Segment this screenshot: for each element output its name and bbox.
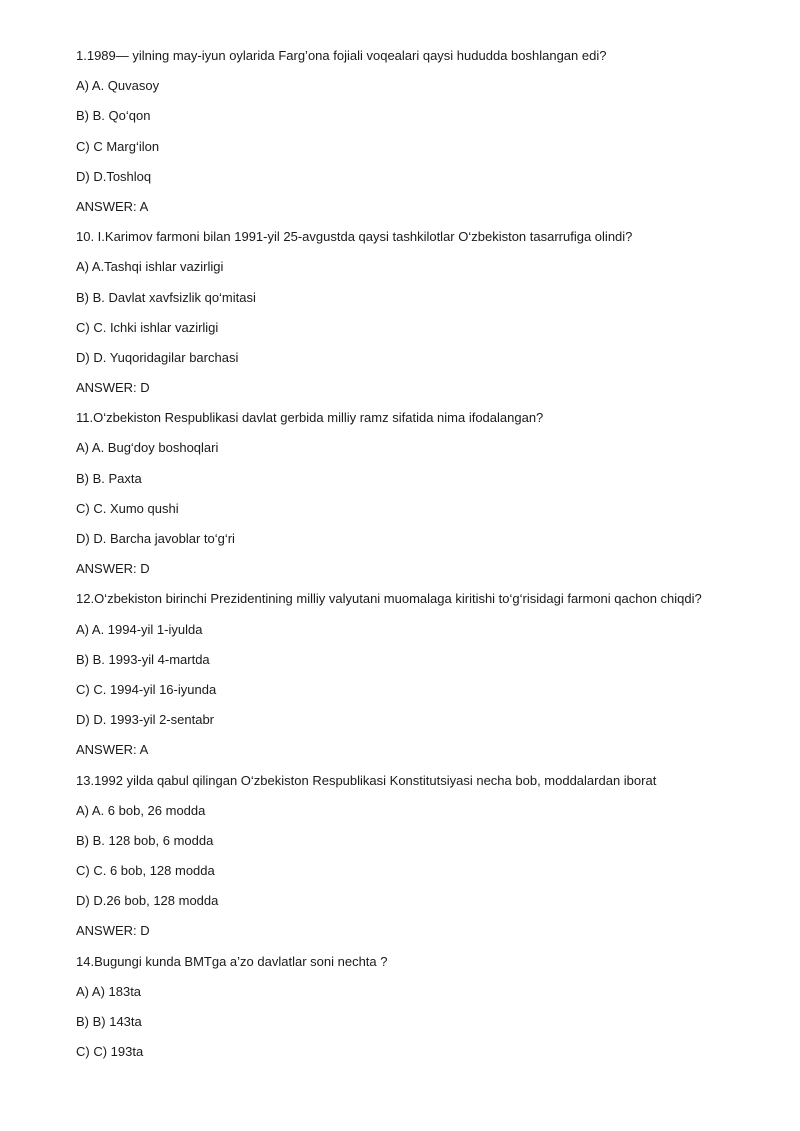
- question-text: 14.Bugungi kunda BMTga a’zo davlatlar soni nechta ?: [76, 953, 388, 969]
- answer-text: ANSWER: D: [76, 923, 150, 939]
- option-a: A) A. Quvasoy: [76, 78, 160, 94]
- option-d: D) D.26 bob, 128 modda: [76, 893, 219, 909]
- option-d: D) D.Toshloq: [76, 168, 152, 184]
- option-b: B) B) 143ta: [76, 1014, 142, 1029]
- question-text: 13.1992 yilda qabul qilingan O‘zbekiston Respublikasi Konstitutsiyasi necha bob, moddalardan iborat: [76, 772, 657, 788]
- option-d: D) D. Yuqoridagilar barchasi: [76, 349, 239, 365]
- option-c: C) C Marg‘ilon: [76, 138, 160, 154]
- question-block: [76, 227, 716, 397]
- answer-text: ANSWER: A: [76, 742, 149, 758]
- question-text: 10. I.Karimov farmoni bilan 1991-yil 25-avgustda qaysi tashkilotlar O‘zbekiston tasarrufiga olindi?: [76, 229, 633, 245]
- question-text: 1.1989— yilning may-iyun oylarida Farg’ona fojiali voqealari qaysi hududda boshlangan edi?: [76, 48, 607, 63]
- option-a: A) A. 1994-yil 1-iyulda: [76, 621, 203, 637]
- option-a: A) A.Tashqi ishlar vazirligi: [76, 259, 224, 275]
- option-b: B) B. 128 bob, 6 modda: [76, 832, 214, 848]
- option-a: A) A. Bug‘doy boshoqlari: [76, 440, 219, 456]
- option-b: B) B. 1993-yil 4-martda: [76, 651, 210, 667]
- question-block: [76, 771, 716, 941]
- question-block: [76, 46, 716, 216]
- option-d: D) D. 1993-yil 2-sentabr: [76, 712, 214, 728]
- option-c: C) C. 6 bob, 128 modda: [76, 863, 215, 879]
- question-block: [76, 589, 716, 759]
- answer-text: ANSWER: D: [76, 561, 150, 577]
- option-b: B) B. Davlat xavfsizlik qo‘mitasi: [76, 289, 256, 305]
- question-block: [76, 952, 716, 1062]
- document-page: [76, 46, 716, 1072]
- option-c: C) C. 1994-yil 16-iyunda: [76, 681, 217, 697]
- option-a: A) A. 6 bob, 26 modda: [76, 802, 206, 818]
- option-c: C) C) 193ta: [76, 1044, 144, 1060]
- option-c: C) C. Ichki ishlar vazirligi: [76, 319, 219, 335]
- question-text: 11.O‘zbekiston Respublikasi davlat gerbida milliy ramz sifatida nima ifodalangan?: [76, 410, 544, 426]
- answer-text: ANSWER: D: [76, 380, 150, 396]
- option-a: A) A) 183ta: [76, 983, 142, 999]
- option-d: D) D. Barcha javoblar to‘g‘ri: [76, 531, 235, 546]
- question-text: 12.O‘zbekiston birinchi Prezidentining milliy valyutani muomalaga kiritishi to‘g‘risidagi farmoni qachon chiqdi?: [76, 591, 702, 607]
- option-c: C) C. Xumo qushi: [76, 500, 179, 516]
- option-b: B) B. Paxta: [76, 470, 142, 486]
- question-block: [76, 408, 716, 578]
- answer-text: ANSWER: A: [76, 198, 149, 214]
- option-b: B) B. Qo‘qon: [76, 108, 151, 124]
